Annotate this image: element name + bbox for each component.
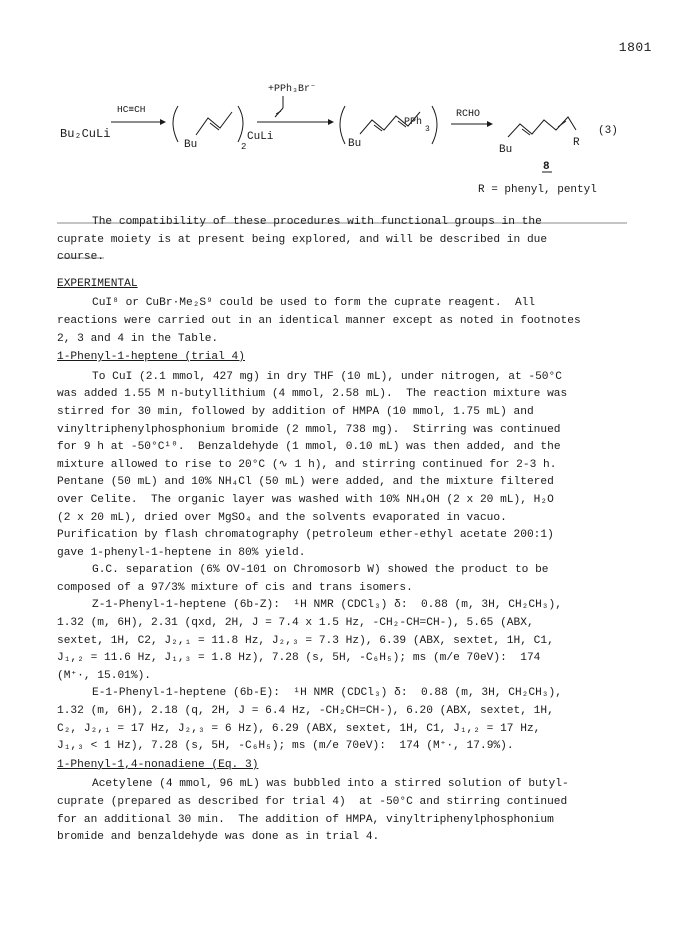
intro-line-2: cuprate moiety is at present being explored, and will be described in due [57,233,548,246]
scheme-r-definition: R = phenyl, pentyl [478,184,597,196]
scheme-int1-chain [196,112,232,135]
intro-line-3: course. [57,249,104,267]
scheme-reagent-rcho: RCHO [456,109,481,120]
scheme-paren-right-1 [238,106,243,142]
scheme-arrow-3-head [487,121,493,127]
scheme-paren-left-1 [173,106,178,142]
scheme-int2-pph: PPh [404,117,423,128]
scheme-reactant: Bu₂CuLi [60,127,111,141]
scheme-paren-right-2 [432,106,437,144]
page-number: 1801 [618,40,652,55]
scheme-phosphonium: +PPh₃Br⁻ [268,84,317,95]
scheme-int1-sub: 2 [241,142,247,152]
scheme-product-chain [508,117,576,137]
reaction-scheme [0,0,680,205]
scheme-product-double-bond-1 [522,129,530,135]
experimental-paragraph: CuI⁸ or CuBr·Me₂S⁹ could be used to form the cuprate reagent. All reactions were carried out in an identical manner except as noted in footnotes 2, 3 and 4 in the Table. [57,297,581,345]
body-text [57,214,627,847]
heading-eq-3: 1-Phenyl-1,4-nonadiene (Eq. 3) [57,758,259,771]
trial-4-gc-separation: G.C. separation (6% OV-101 on Chromosorb W) showed the product to be composed of a 97/3% mixture of cis and trans isomers. [57,564,549,594]
heading-trial-4: 1-Phenyl-1-heptene (trial 4) [57,351,245,364]
scheme-int2-bu: Bu [348,138,362,150]
scheme-product-r: R [573,137,580,149]
trial-4-procedure: To CuI (2.1 mmol, 427 mg) in dry THF (10 mL), under nitrogen, at -50°C was added 1.55 M n-butyllithium (4 mmol, 2.58 mL). The reaction mixture was stirred for 30 min, followed by addition of HMPA (10 mmol, 1.75 mL) and vinyltriphenylphosphonium bromide (2 mmol, 738 mg). Stirring was continued for 9 h at -50°C¹⁰. Benzaldehyde (1 mmol, 0.10 mL) was then added, and the mixture allowed to rise to 20°C (∿ 1 h), and stirring continued for 2-3 h. Pentane (50 mL) and 10% NH₄Cl (50 mL) were added, and the mixture filtered over Celite. The organic layer was washed with 10% NH₄OH (2 x 20 mL), H₂O (2 x 20 mL), dried over MgSO₄ and the solvents evaporated in vacuo. Purification by flash chromatography (petroleum ether-ethyl acetate 200:1) gave 1-phenyl-1-heptene in 80% yield. [57,370,568,559]
scheme-int2-sub: 3 [425,125,430,134]
scheme-int1-culi: CuLi [247,131,274,143]
scheme-equation-number: (3) [598,125,618,137]
trial-4-e-isomer-data: E-1-Phenyl-1-heptene (6b-E): ¹H NMR (CDCl₃) δ: 0.88 (m, 3H, CH₂CH₃), 1.32 (m, 6H), 2.18 (q, 2H, J = 6.4 Hz, -CH₂CH=CH-), 6.20 (ABX, sextet, 1H, C₂, J₂,₁ = 17 Hz, J₂,₃ = 6 Hz), 6.29 (ABX, sextet, 1H, C1, J₁,₂ = 17 Hz, J₁,₃ < 1 Hz), 7.28 (s, 5H, -C₆H₅); ms (m/e 70eV): 174 (M⁺·, 17.9%). [57,687,562,753]
scheme-int2-double-bond-1 [374,125,382,131]
scheme-product-double-bond-2 [558,121,566,127]
scheme-product-number: 8 [543,161,550,173]
heading-experimental: EXPERIMENTAL [57,277,138,290]
scheme-arrow-2-head [328,119,334,125]
scheme-int1-bu: Bu [184,139,198,151]
eq-3-procedure: Acetylene (4 mmol, 96 mL) was bubbled into a stirred solution of butyl- cuprate (prepared as described for trial 4) at -50°C and stirring continued for an additional 30 min. The addition of HMPA, vinyltriphenylphosphonium bromide and benzaldehyde was done as in trial 4. [57,778,569,844]
scheme-arrow-1-head [160,119,166,125]
scheme-reagent-acetylene: HC≡CH [117,104,146,115]
trial-4-z-isomer-data: Z-1-Phenyl-1-heptene (6b-Z): ¹H NMR (CDCl₃) δ: 0.88 (m, 3H, CH₂CH₃), 1.32 (m, 6H), 2.31 (qxd, 2H, J = 7.4 x 1.5 Hz, -CH₂-CH=CH-), 5.65 (ABX, sextet, 1H, C2, J₂,₁ = 11.8 Hz, J₂,₃ = 7.3 Hz), 6.39 (ABX, sextet, 1H, C1, J₁,₂ = 11.6 Hz, J₁,₃ = 1.8 Hz), 7.28 (s, 5H, -C₆H₅); ms (m/e 70eV): 174 (M⁺·, 15.01%). [57,599,562,682]
intro-line-1: The compatibility of these procedures with functional groups in the [57,214,627,232]
scheme-paren-left-2 [340,106,345,144]
scheme-product-bu: Bu [499,144,513,156]
